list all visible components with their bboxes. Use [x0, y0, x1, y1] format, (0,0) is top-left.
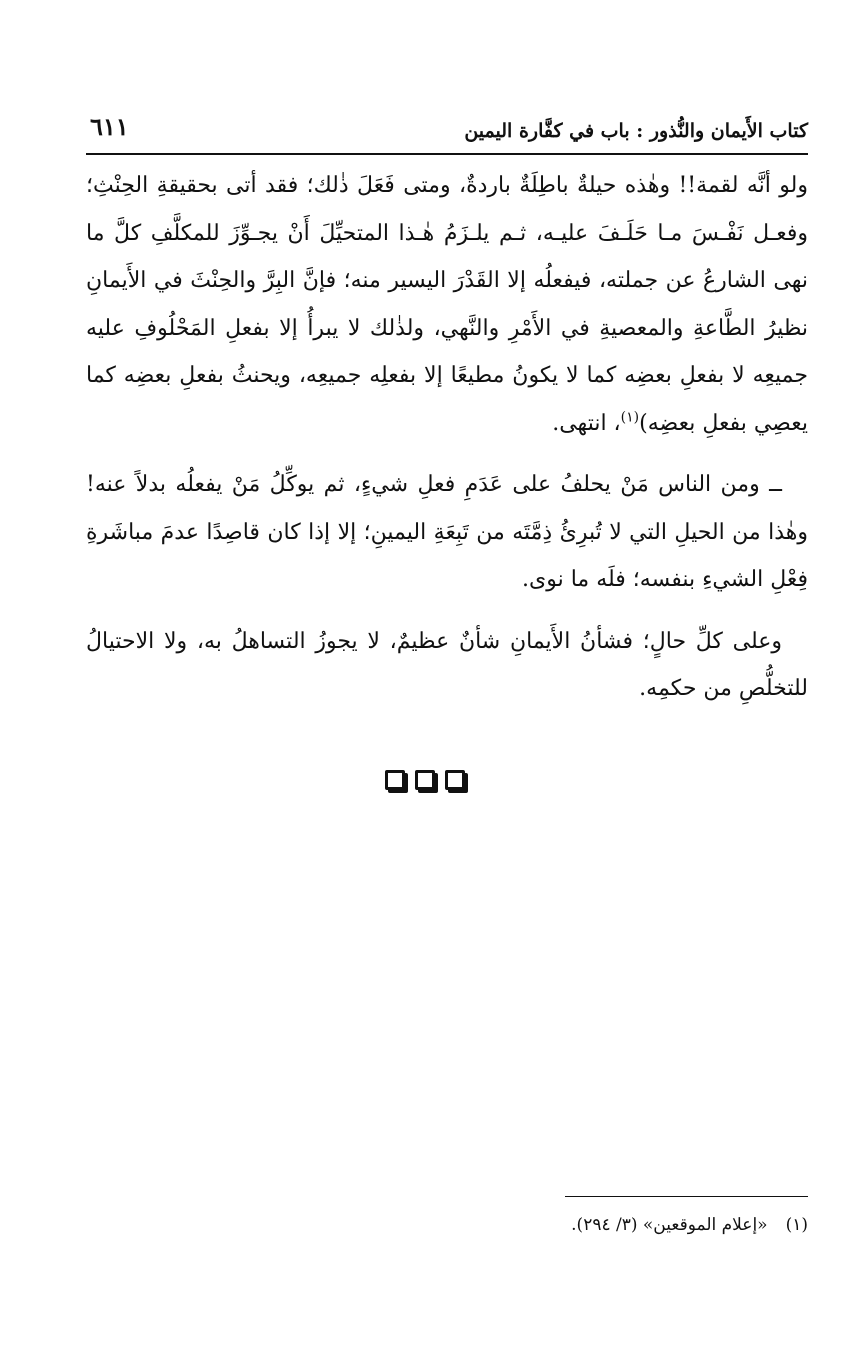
footnote-reference: (١)	[620, 409, 640, 426]
page-number: ٦١١	[90, 112, 129, 141]
paragraph-1-tail: ، انتهى.	[552, 410, 621, 436]
paragraph-1	[86, 162, 808, 447]
footnote	[86, 1210, 808, 1240]
footnote-number: (١)	[785, 1215, 808, 1235]
section-separator	[0, 770, 849, 800]
footnote-text: «إعلام الموقعين» (٣/ ٢٩٤).	[571, 1215, 768, 1235]
page-header	[86, 112, 808, 152]
square-icon	[385, 770, 405, 790]
paragraph-3: وعلى كلِّ حالٍ؛ فشأنُ الأَيمانِ شأنٌ عظيمٌ، لا يجوزُ التساهلُ به، ولا الاحتيالُ للتخلُّصِ من حكمِه.	[86, 628, 808, 701]
main-text	[86, 162, 808, 727]
square-icon	[415, 770, 435, 790]
footnote-divider	[565, 1196, 808, 1197]
header-divider	[86, 153, 808, 155]
running-title: كتاب الأَيمان والنُّذور : باب في كفَّارة اليمين	[464, 120, 808, 142]
paragraph-1-text: ولو أنَّه لقمة!! وهٰذه حيلةٌ باطِلَةٌ باردةٌ، ومتى فَعَلَ ذٰلك؛ فقد أتى بحقيقةِ الحِنْثِ؛ وفعـل نَفْـسَ مـا حَلَـفَ عليـه، ثـم يلـزَمُ هٰـذا المتحيِّلَ أَنْ يجـوِّزَ للمكلَّفِ كلَّ ما نهى الشارعُ عن جملته، فيفعلُه إلا القَدْرَ اليسير منه؛ فإنَّ البِرَّ والحِنْثَ في الأَيمانِ نظيرُ الطَّاعةِ والمعصيةِ في الأَمْرِ والنَّهي، ولذٰلك لا يبرأُ إلا بفعلِ المَحْلُوفِ عليه جميعِه لا بفعلِ بعضِه كما لا يكونُ مطيعًا إلا بفعلِه جميعِه، ويحنثُ بفعلِ بعضِه كما يعصِي بفعلِ بعضِه)	[86, 173, 808, 436]
paragraph-2: ــ ومن الناس مَنْ يحلفُ على عَدَمِ فعلِ شيءٍ، ثم يوكِّلُ مَنْ يفعلُه بدلاً عنه! وهٰذا من الحيلِ التي لا تُبرِئُ ذِمَّتَه من تَبِعَةِ اليمينِ؛ إلا إذا كان قاصِدًا عدمَ مباشَرةِ فِعْلِ الشيءِ بنفسه؛ فلَه ما نوى.	[86, 472, 808, 592]
square-icon	[445, 770, 465, 790]
